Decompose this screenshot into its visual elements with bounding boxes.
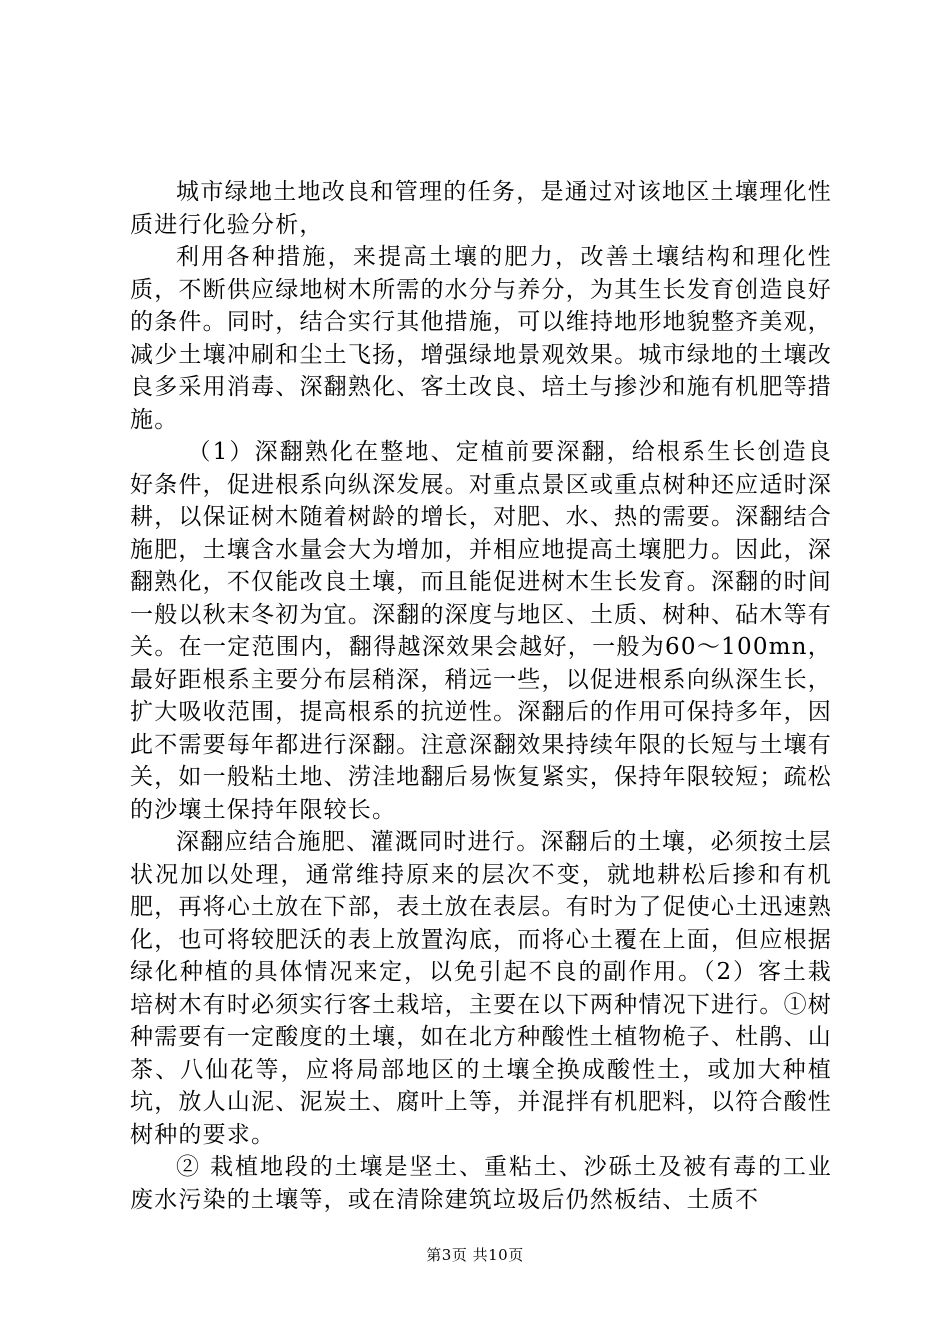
page-number-footer: 第3页 共10页 [426,1246,524,1264]
paragraph-planting-site: ② 栽植地段的土壤是坚土、重粘土、沙砾土及被有毒的工业废水污染的土壤等，或在清除建筑垃圾后仍然板结、土质不 [130,1154,832,1213]
paragraph-deep-tillage: （1）深翻熟化在整地、定植前要深翻，给根系生长创造良好条件，促进根系向纵深发展。对重点景区或重点树种还应适时深耕，以保证树木随着树龄的增长，对肥、水、热的需要。深翻结合施肥，土壤含水量会大为增加，并相应地提高土壤肥力。因此，深翻熟化，不仅能改良土壤，而且能促进树木生长发育。深翻的时间一般以秋末冬初为宜。深翻的深度与地区、土质、树种、砧木等有关。在一定范围内，翻得越深效果会越好，一般为60～100mn，最好距根系主要分布层稍深，稍远一些，以促进根系向纵深生长，扩大吸收范围，提高根系的抗逆性。深翻后的作用可保持多年，因此不需要每年都进行深翻。注意深翻效果持续年限的长短与土壤有关，如一般粘土地、涝洼地翻后易恢复紧实，保持年限较短；疏松的沙壤土保持年限较长。 [130,439,832,823]
paragraph-fertilize-irrigate: 深翻应结合施肥、灌溉同时进行。深翻后的土壤，必须按土层状况加以处理，通常维持原来的层次不变，就地耕松后掺和有机肥，再将心土放在下部，表土放在表层。有时为了促使心土迅速熟化，也可将较肥沃的表上放置沟底，而将心土覆在上面，但应根据绿化种植的具体情况来定，以免引起不良的副作用。（2）客土栽培树木有时必须实行客土栽培，主要在以下两种情况下进行。①树种需要有一定酸度的土壤，如在北方种酸性土植物桅子、杜鹃、山茶、八仙花等，应将局部地区的土壤全换成酸性土，或加大种植坑，放人山泥、泥炭土、腐叶上等，并混拌有机肥料，以符合酸性树种的要求。 [130,829,832,1148]
paragraph-measures: 利用各种措施，来提高土壤的肥力，改善土壤结构和理化性质，不断供应绿地树木所需的水分与养分，为其生长发育创造良好的条件。同时，结合实行其他措施，可以维持地形地貌整齐美观，减少土壤冲刷和尘土飞扬，增强绿地景观效果。城市绿地的土壤改良多采用消毒、深翻熟化、客土改良、培土与掺沙和施有机肥等措施。 [130,244,832,433]
document-body [130,176,832,1216]
paragraph-intro: 城市绿地土地改良和管理的任务，是通过对该地区土壤理化性质进行化验分析， [130,179,832,238]
